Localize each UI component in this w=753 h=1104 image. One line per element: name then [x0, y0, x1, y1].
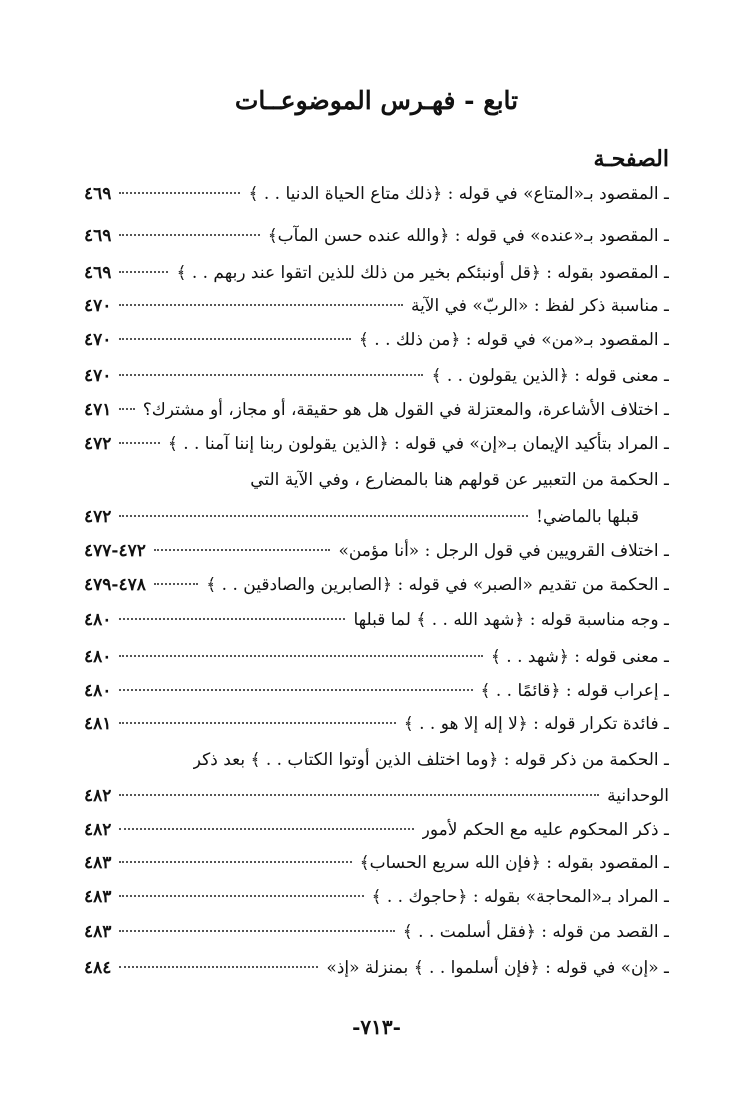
dot-leader: [119, 271, 168, 273]
toc-entry-page: ٤٦٩: [84, 226, 112, 246]
toc-entry: [84, 398, 669, 422]
toc-entry-page: ٤٨٠: [84, 681, 112, 701]
toc-entry-page: ٤٨٢: [84, 786, 112, 806]
toc-entry-page: ٤٨٣: [84, 887, 112, 907]
toc-entry-text: ـ معنى قوله : ﴿شهد . . ﴾: [490, 647, 669, 667]
dot-leader: [119, 930, 394, 932]
toc-entry-page: ٤٨٠: [84, 610, 112, 630]
toc-entry-continuation: [84, 784, 669, 808]
toc-entry: [84, 645, 669, 669]
toc-entry: [84, 468, 669, 492]
toc-entry: [84, 182, 669, 206]
toc-entry-text: ـ فائدة تكرار قوله : ﴿لا إله إلا هو . . ﴾: [403, 714, 669, 734]
toc-entry-text: ـ المراد بـ«المحاجة» بقوله : ﴿حاجوك . . ﴾: [371, 887, 669, 907]
toc-entry-text: ـ «إن» في قوله : ﴿فإن أسلموا . . ﴾ بمنزلة «إذ»: [326, 958, 669, 978]
toc-entry-page: ٤٧٨-٤٧٩: [84, 575, 146, 595]
toc-entry-text: ـ المقصود بـ«المتاع» في قوله : ﴿ذلك متاع الحياة الدنيا . . ﴾: [248, 184, 669, 204]
toc-entry-page: ٤٨١: [84, 714, 112, 734]
toc-entry-text: ـ الحكمة من ذكر قوله : ﴿وما اختلف الذين أوتوا الكتاب . . ﴾ بعد ذكر: [192, 750, 669, 770]
dot-leader: [119, 966, 318, 968]
toc-entry-text: ـ المراد بتأكيد الإيمان بـ«إن» في قوله : ﴿الذين يقولون ربنا إننا آمنا . . ﴾: [167, 434, 669, 454]
dot-leader: [119, 515, 528, 517]
toc-entry-text: ـ إعراب قوله : ﴿قائمًا . . ﴾: [480, 681, 669, 701]
dot-leader: [154, 583, 198, 585]
dot-leader: [119, 234, 259, 236]
toc-entry-text: ـ القصد من قوله : ﴿فقل أسلمت . . ﴾: [402, 922, 669, 942]
dot-leader: [119, 722, 395, 724]
toc-entry-text: الوحدانية: [607, 786, 669, 806]
toc-entry: [84, 539, 669, 563]
toc-entry: [84, 294, 669, 318]
toc-entry-page: ٤٨٢: [84, 820, 112, 840]
toc-entry-text: ـ المقصود بقوله : ﴿قل أونبئكم بخير من ذلك للذين اتقوا عند ربهم . . ﴾: [176, 263, 669, 283]
toc-entry-text: ـ وجه مناسبة قوله : ﴿شهد الله . . ﴾ لما قبلها: [353, 610, 669, 630]
dot-leader: [154, 549, 331, 551]
toc-entry-page: ٤٧٠: [84, 296, 112, 316]
toc-entry-page: ٤٧٢-٤٧٧: [84, 541, 146, 561]
dot-leader: [119, 828, 413, 830]
toc-entry-text: ـ اختلاف القرويين في قول الرجل : «أنا مؤمن»: [338, 541, 669, 561]
dot-leader: [119, 374, 423, 376]
toc-entry-text: ـ اختلاف الأشاعرة، والمعتزلة في القول هل هو حقيقة، أو مجاز، أو مشترك؟: [142, 400, 669, 420]
toc-entry-page: ٤٨٣: [84, 853, 112, 873]
toc-entry: [84, 573, 669, 597]
toc-entry-page: ٤٧١: [84, 400, 112, 420]
toc-entry-page: ٤٨٠: [84, 647, 112, 667]
dot-leader: [119, 192, 240, 194]
toc-entry-text: ـ المقصود بقوله : ﴿فإن الله سريع الحساب﴾: [359, 853, 669, 873]
toc-entry: [84, 328, 669, 352]
page-number: -٧١٣-: [352, 1015, 401, 1039]
toc-entry-text: ـ الحكمة من التعبير عن قولهم هنا بالمضارع ، وفي الآية التي: [250, 470, 669, 490]
dot-leader: [119, 618, 345, 620]
toc-entry-continuation: [84, 505, 669, 529]
dot-leader: [119, 895, 363, 897]
toc-entry-text: ـ معنى قوله : ﴿الذين يقولون . . ﴾: [431, 366, 669, 386]
dot-leader: [119, 442, 159, 444]
toc-entry-text: ـ مناسبة ذكر لفظ : «الربّ» في الآية: [410, 296, 669, 316]
toc-entry-page: ٤٧٢: [84, 507, 112, 527]
toc-entry-text: ـ المقصود بـ«من» في قوله : ﴿من ذلك . . ﴾: [358, 330, 669, 350]
toc-entry-text: ـ ذكر المحكوم عليه مع الحكم لأمور: [421, 820, 669, 840]
dot-leader: [119, 408, 134, 410]
toc-entry-page: ٤٧٠: [84, 366, 112, 386]
toc-entry: [84, 885, 669, 909]
toc-entry: [84, 956, 669, 980]
toc-entry: [84, 608, 669, 632]
dot-leader: [119, 338, 351, 340]
toc-entry-page: ٤٨٣: [84, 922, 112, 942]
toc-entry: [84, 432, 669, 456]
toc-entry-page: ٤٧٢: [84, 434, 112, 454]
toc-entry-page: ٤٦٩: [84, 263, 112, 283]
dot-leader: [119, 655, 483, 657]
toc-entry: [84, 224, 669, 248]
toc-entry: [84, 818, 669, 842]
dot-leader: [119, 861, 351, 863]
toc-entry-text: قبلها بالماضي!: [536, 507, 639, 527]
toc-entry: [84, 679, 669, 703]
toc-entry: [84, 748, 669, 772]
toc-entry-page: ٤٨٤: [84, 958, 112, 978]
toc-entry: [84, 851, 669, 875]
dot-leader: [119, 794, 599, 796]
page-column-heading: الصفحـة: [593, 146, 669, 172]
toc-entry: [84, 261, 669, 285]
toc-entry: [84, 712, 669, 736]
toc-entry-page: ٤٦٩: [84, 184, 112, 204]
dot-leader: [119, 689, 472, 691]
toc-entry: [84, 364, 669, 388]
toc-entry-text: ـ المقصود بـ«عنده» في قوله : ﴿والله عنده حسن المآب﴾: [267, 226, 669, 246]
toc-entry-page: ٤٧٠: [84, 330, 112, 350]
dot-leader: [119, 304, 403, 306]
toc-entry-text: ـ الحكمة من تقديم «الصبر» في قوله : ﴿الصابرين والصادقين . . ﴾: [206, 575, 669, 595]
page-title: تابع - فهـرس الموضوعــات: [234, 86, 519, 115]
toc-entry: [84, 920, 669, 944]
